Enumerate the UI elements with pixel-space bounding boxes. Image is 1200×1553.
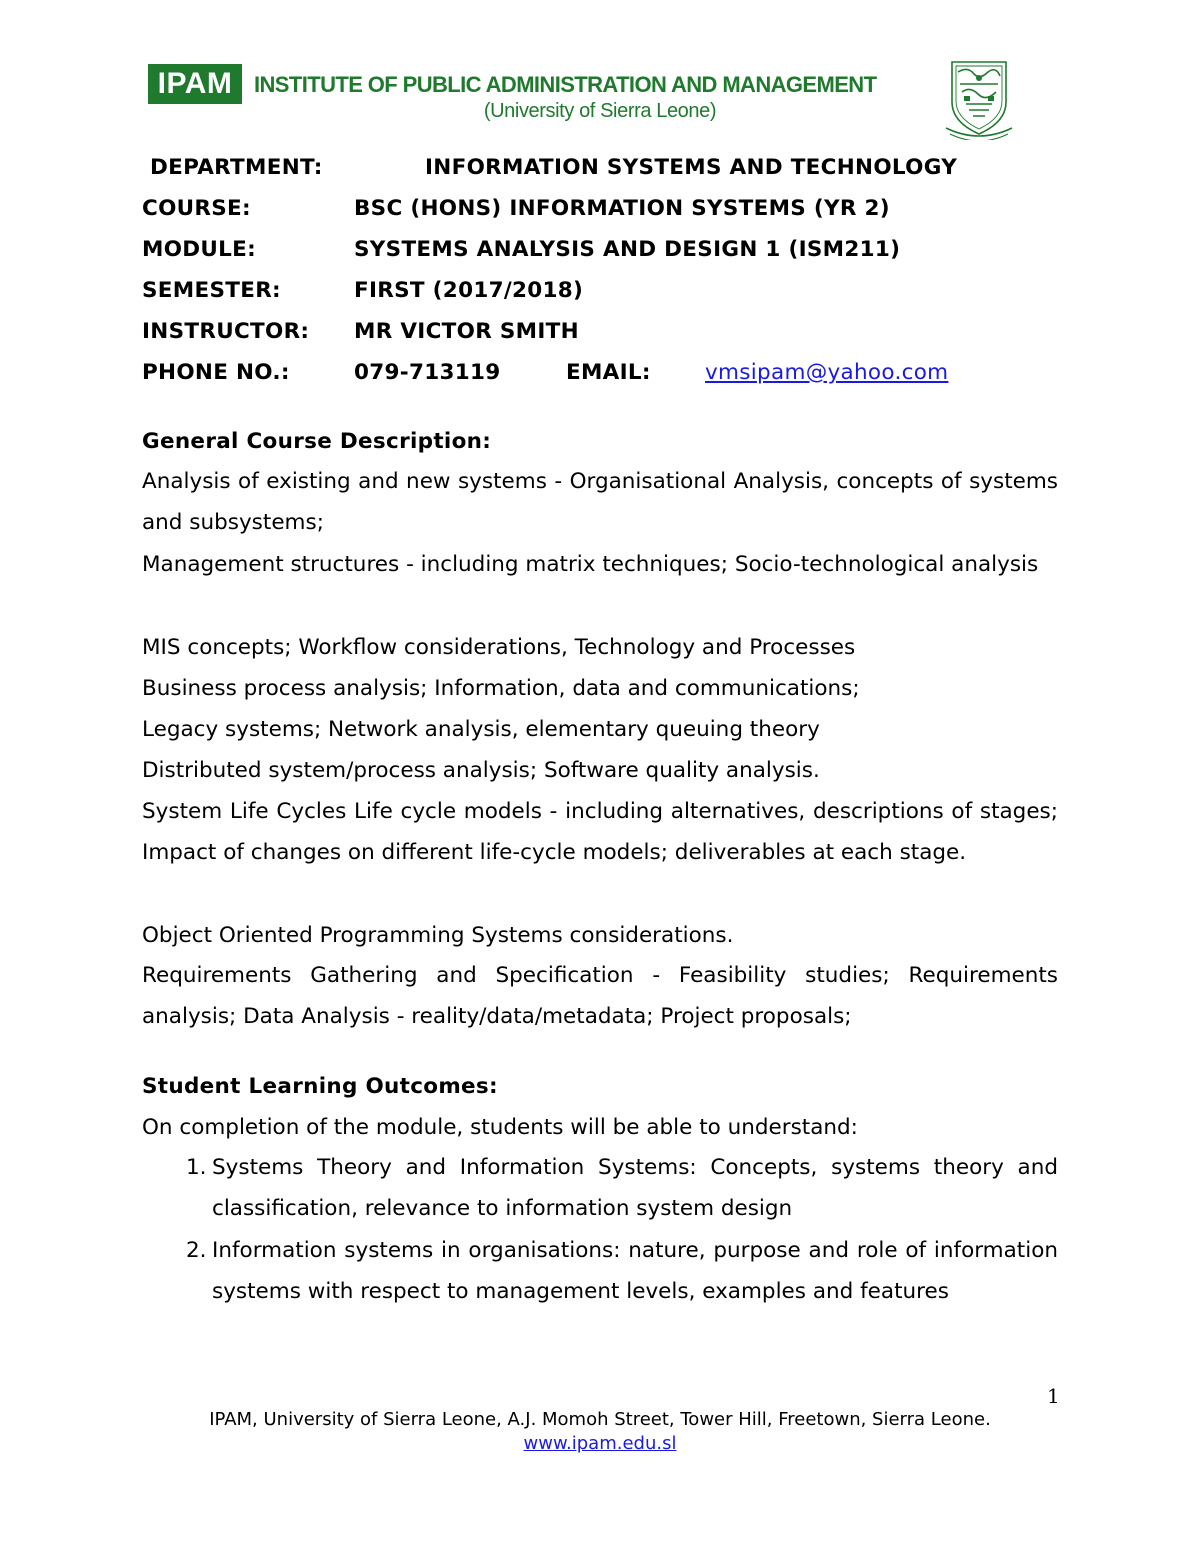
description-line: Legacy systems; Network analysis, elementary queuing theory	[142, 717, 820, 742]
ipam-logo: IPAM	[148, 64, 242, 104]
description-line: Object Oriented Programming Systems considerations.	[142, 923, 734, 948]
list-number: 2.	[186, 1238, 207, 1263]
phone-value: 079-713119	[354, 360, 501, 385]
email-link[interactable]: vmsipam@yahoo.com	[705, 360, 949, 385]
page-number: 1	[1047, 1384, 1060, 1408]
description-paragraph: Management structures - including matrix techniques; Socio-technological analysis	[142, 552, 1039, 577]
course-label: COURSE:	[142, 196, 251, 221]
outcomes-intro: On completion of the module, students will be able to understand:	[142, 1115, 858, 1140]
semester-value: FIRST (2017/2018)	[354, 278, 584, 303]
description-line: Business process analysis; Information, data and communications;	[142, 676, 860, 701]
department-value: INFORMATION SYSTEMS AND TECHNOLOGY	[425, 155, 958, 180]
course-value: BSC (HONS) INFORMATION SYSTEMS (YR 2)	[354, 196, 890, 221]
module-label: MODULE:	[142, 237, 257, 262]
list-text: Systems Theory and Information Systems: Concepts, systems theory and classification, relevance to information system design	[212, 1155, 1058, 1222]
university-name: (University of Sierra Leone)	[483, 100, 717, 122]
instructor-label: INSTRUCTOR:	[142, 319, 310, 344]
institute-name: INSTITUTE OF PUBLIC ADMINISTRATION AND MANAGEMENT	[254, 72, 877, 97]
list-number: 1.	[186, 1155, 207, 1180]
phone-label: PHONE NO.:	[142, 360, 290, 385]
email-label: EMAIL:	[566, 360, 651, 385]
semester-label: SEMESTER:	[142, 278, 281, 303]
description-heading: General Course Description:	[142, 429, 492, 454]
instructor-value: MR VICTOR SMITH	[354, 319, 579, 344]
module-value: SYSTEMS ANALYSIS AND DESIGN 1 (ISM211)	[354, 237, 901, 262]
footer-url-row	[0, 1433, 1200, 1454]
description-paragraph: Analysis of existing and new systems - Organisational Analysis, concepts of systems and subsystems;	[142, 469, 1058, 536]
outcomes-heading: Student Learning Outcomes:	[142, 1074, 498, 1099]
university-crest-icon	[944, 58, 1014, 140]
description-line: MIS concepts; Workflow considerations, Technology and Processes	[142, 635, 856, 660]
description-paragraph: System Life Cycles Life cycle models - including alternatives, descriptions of stages; Impact of changes on different life-cycle models; deliverables at each stage.	[142, 799, 1058, 866]
department-label: DEPARTMENT:	[150, 155, 323, 180]
footer-website-link[interactable]: www.ipam.edu.sl	[523, 1433, 677, 1454]
description-line: Distributed system/process analysis; Software quality analysis.	[142, 758, 820, 783]
footer-address: IPAM, University of Sierra Leone, A.J. Momoh Street, Tower Hill, Freetown, Sierra Leone.	[209, 1409, 991, 1430]
description-paragraph: Requirements Gathering and Specification - Feasibility studies; Requirements analysis; Data Analysis - reality/data/metadata; Project proposals;	[142, 963, 1058, 1030]
list-text: Information systems in organisations: nature, purpose and role of information systems with respect to management levels, examples and features	[212, 1238, 1058, 1305]
